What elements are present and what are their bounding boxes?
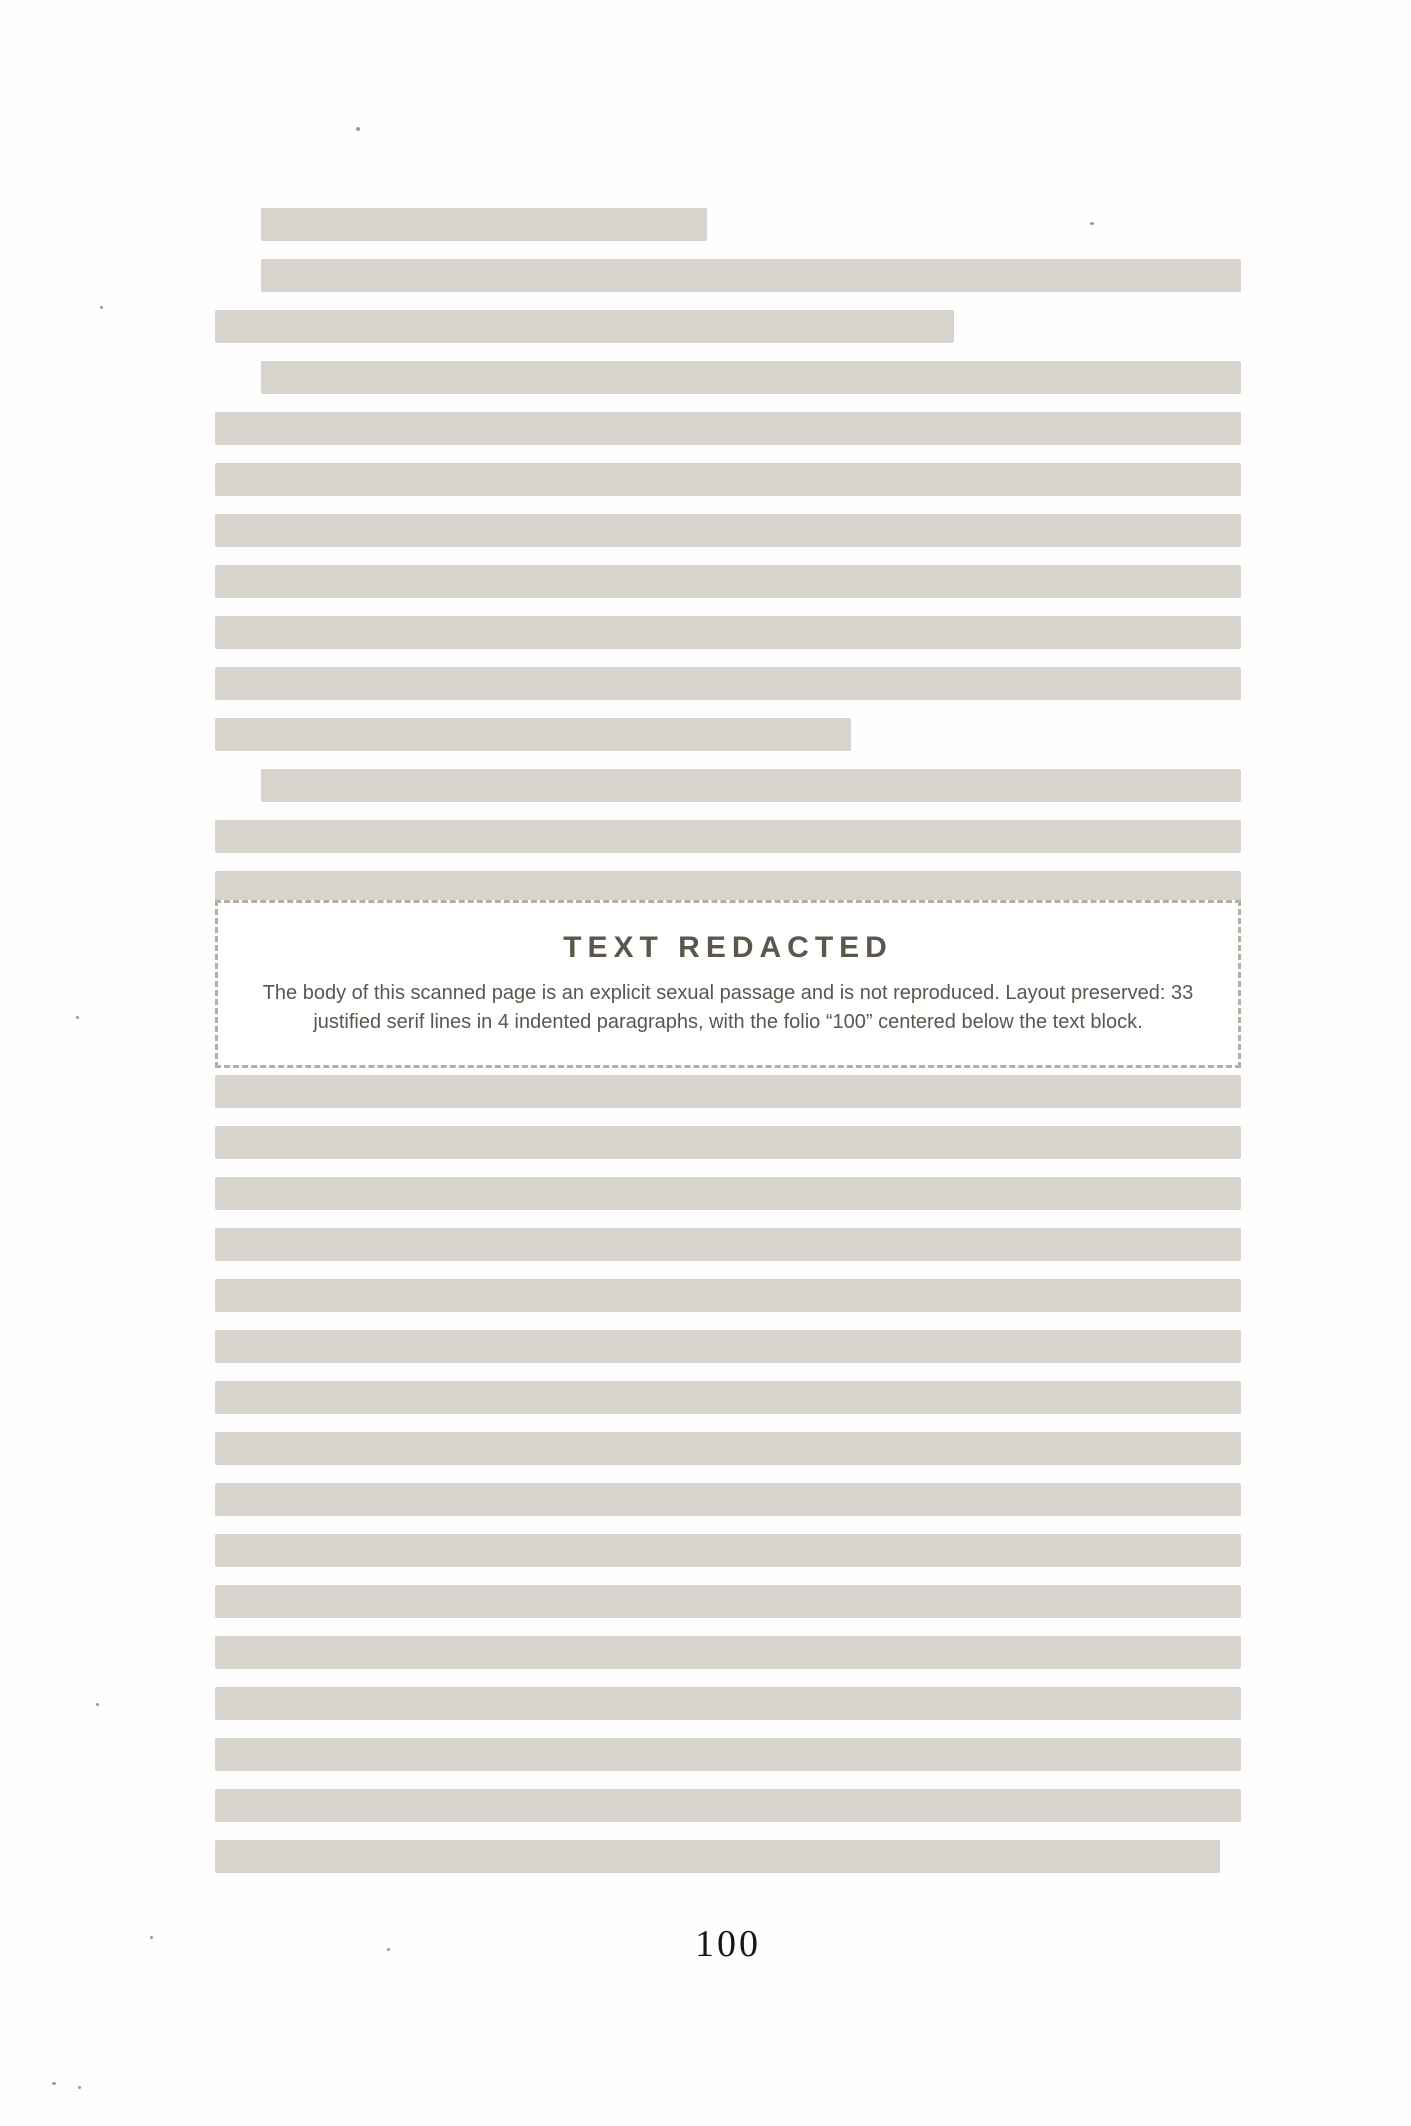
redacted-text-line	[261, 259, 1241, 292]
redacted-text-line	[215, 565, 1241, 598]
scan-speck	[78, 2086, 81, 2089]
redacted-text-line	[215, 1279, 1241, 1312]
redacted-text-line	[261, 769, 1241, 802]
redacted-text-line	[215, 1636, 1241, 1669]
scan-speck	[1090, 222, 1094, 225]
redacted-text-line	[215, 1177, 1241, 1210]
scan-speck	[356, 127, 360, 131]
redacted-text-line	[215, 1432, 1241, 1465]
redacted-text-line	[215, 1534, 1241, 1567]
redacted-text-line	[215, 1330, 1241, 1363]
redacted-text-line	[215, 310, 954, 343]
redacted-text-line	[215, 616, 1241, 649]
redacted-text-line	[215, 1585, 1241, 1618]
redaction-explanation: The body of this scanned page is an explicit sexual passage and is not reproduced. Layout preserved: 33 justified serif lines in 4 indented paragraphs, with the folio “100” centered below the text block.	[262, 982, 1194, 1033]
scan-speck	[96, 1703, 99, 1706]
redacted-text-line	[215, 412, 1241, 445]
page-number: 100	[695, 1923, 761, 1965]
redacted-text-line	[215, 1738, 1241, 1771]
redacted-text-line	[261, 361, 1241, 394]
redacted-paragraph	[215, 259, 1241, 343]
redacted-text-line	[215, 718, 851, 751]
redacted-text-line	[215, 463, 1241, 496]
redacted-text-line	[215, 1687, 1241, 1720]
scan-speck	[52, 2082, 56, 2085]
redacted-text-line	[215, 1075, 1241, 1108]
redaction-label: TEXT REDACTED	[563, 931, 893, 964]
redacted-text-line	[215, 820, 1241, 853]
redacted-text-line	[261, 208, 707, 241]
scan-speck	[100, 306, 103, 309]
redacted-text-line	[215, 1483, 1241, 1516]
redacted-paragraph	[215, 208, 1241, 241]
redacted-paragraph	[215, 361, 1241, 751]
scan-speck	[150, 1936, 153, 1939]
scan-speck	[76, 1016, 79, 1019]
scan-speck	[387, 1948, 390, 1951]
redacted-text-line	[215, 1228, 1241, 1261]
redacted-text-line	[215, 1840, 1220, 1873]
redacted-text-line	[215, 1789, 1241, 1822]
redacted-text-line	[215, 667, 1241, 700]
redacted-text-line	[215, 1126, 1241, 1159]
redaction-notice	[215, 900, 1241, 1068]
redacted-text-line	[215, 1381, 1241, 1414]
redacted-text-line	[215, 514, 1241, 547]
